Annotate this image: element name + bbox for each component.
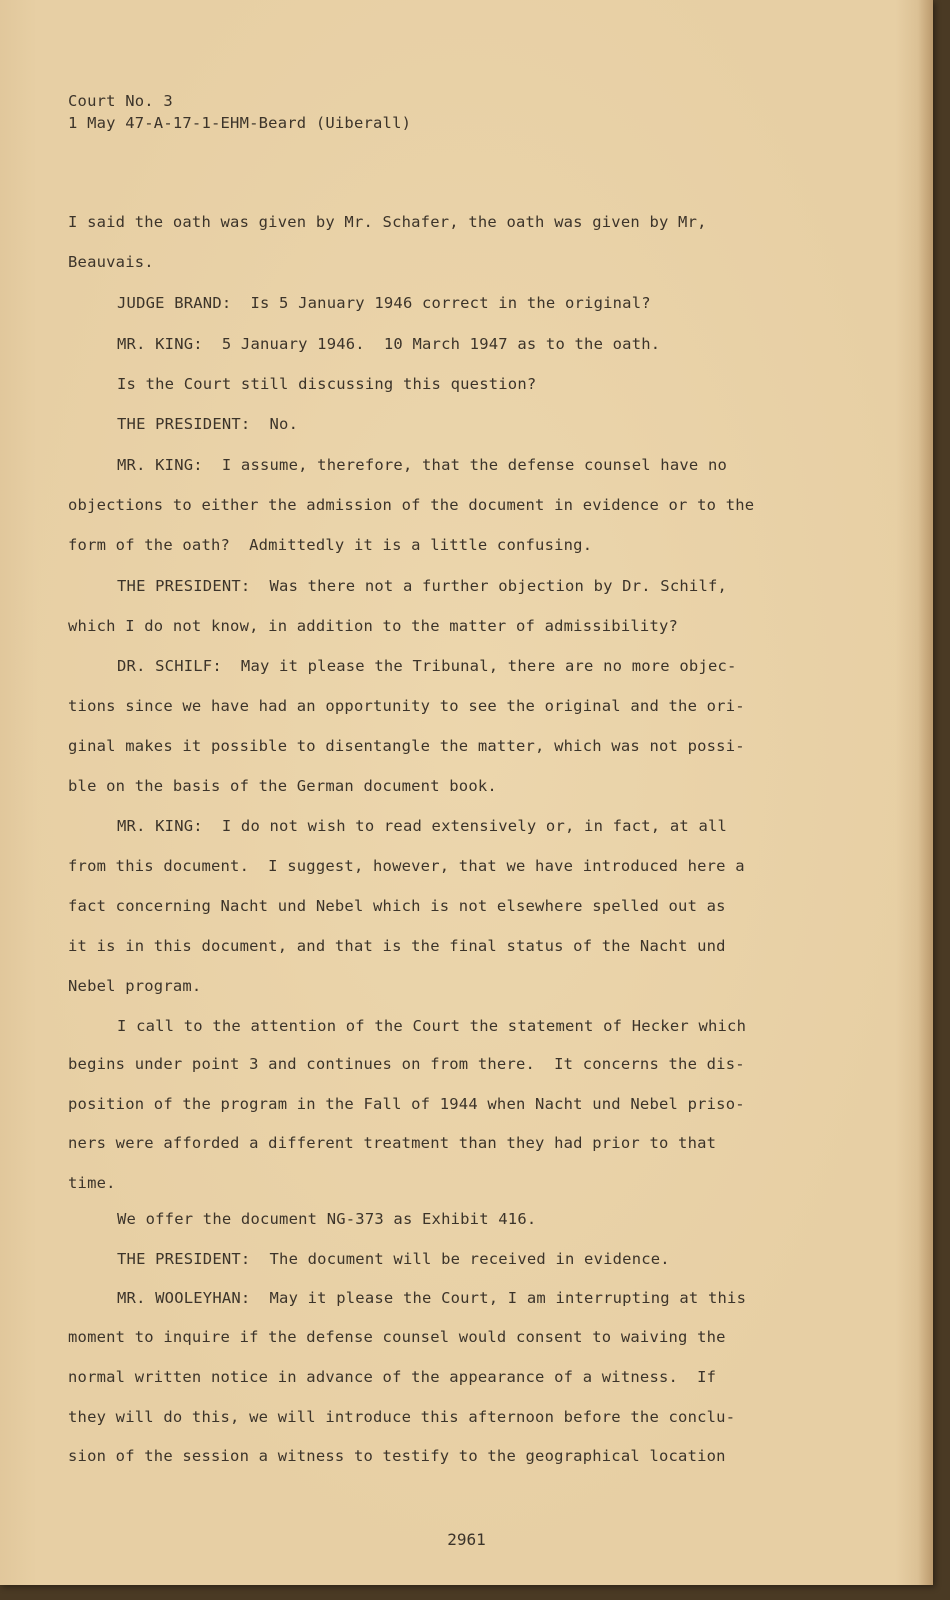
transcript-line: normal written notice in advance of the appearance of a witness. If <box>68 1368 717 1386</box>
court-number: Court No. 3 <box>68 92 173 110</box>
transcript-line: Is the Court still discussing this question? <box>117 375 537 393</box>
transcript-line: which I do not know, in addition to the matter of admissibility? <box>68 617 679 635</box>
page-edge <box>918 0 933 1585</box>
transcript-line: Beauvais. <box>68 253 154 271</box>
transcript-line: objections to either the admission of the document in evidence or to the <box>68 496 755 514</box>
transcript-line: they will do this, we will introduce this afternoon before the conclu- <box>68 1408 736 1426</box>
transcript-line: it is in this document, and that is the final status of the Nacht und <box>68 937 726 955</box>
transcript-line: MR. KING: I assume, therefore, that the defense counsel have no <box>117 456 728 474</box>
transcript-line: MR. WOOLEYHAN: May it please the Court, I am interrupting at this <box>117 1289 747 1307</box>
transcript-line: moment to inquire if the defense counsel would consent to waiving the <box>68 1328 726 1346</box>
transcript-line: fact concerning Nacht und Nebel which is not elsewhere spelled out as <box>68 897 726 915</box>
transcript-line: form of the oath? Admittedly it is a little confusing. <box>68 536 593 554</box>
transcript-line: THE PRESIDENT: Was there not a further objection by Dr. Schilf, <box>117 577 728 595</box>
transcript-line: begins under point 3 and continues on from there. It concerns the dis- <box>68 1055 745 1073</box>
transcript-line: DR. SCHILF: May it please the Tribunal, there are no more objec- <box>117 657 737 675</box>
transcript-line: time. <box>68 1174 116 1192</box>
transcript-line: I call to the attention of the Court the statement of Hecker which <box>117 1017 747 1035</box>
transcript-line: MR. KING: 5 January 1946. 10 March 1947 as to the oath. <box>117 335 661 353</box>
transcript-line: Nebel program. <box>68 977 202 995</box>
transcript-line: I said the oath was given by Mr. Schafer, the oath was given by Mr, <box>68 213 707 231</box>
transcript-reference: 1 May 47-A-17-1-EHM-Beard (Uiberall) <box>68 114 412 132</box>
transcript-line: THE PRESIDENT: The document will be received in evidence. <box>117 1250 670 1268</box>
transcript-line: JUDGE BRAND: Is 5 January 1946 correct in the original? <box>117 294 651 312</box>
page-number: 2961 <box>447 1530 486 1549</box>
transcript-line: tions since we have had an opportunity to see the original and the ori- <box>68 697 745 715</box>
transcript-line: from this document. I suggest, however, that we have introduced here a <box>68 857 745 875</box>
transcript-line: MR. KING: I do not wish to read extensively or, in fact, at all <box>117 817 728 835</box>
transcript-line: ners were afforded a different treatment than they had prior to that <box>68 1134 717 1152</box>
transcript-line: ble on the basis of the German document book. <box>68 777 497 795</box>
transcript-line: ginal makes it possible to disentangle the matter, which was not possi- <box>68 737 745 755</box>
transcript-line: position of the program in the Fall of 1944 when Nacht und Nebel priso- <box>68 1095 745 1113</box>
transcript-line: We offer the document NG-373 as Exhibit 416. <box>117 1210 537 1228</box>
transcript-line: sion of the session a witness to testify to the geographical location <box>68 1447 726 1465</box>
transcript-line: THE PRESIDENT: No. <box>117 415 299 433</box>
